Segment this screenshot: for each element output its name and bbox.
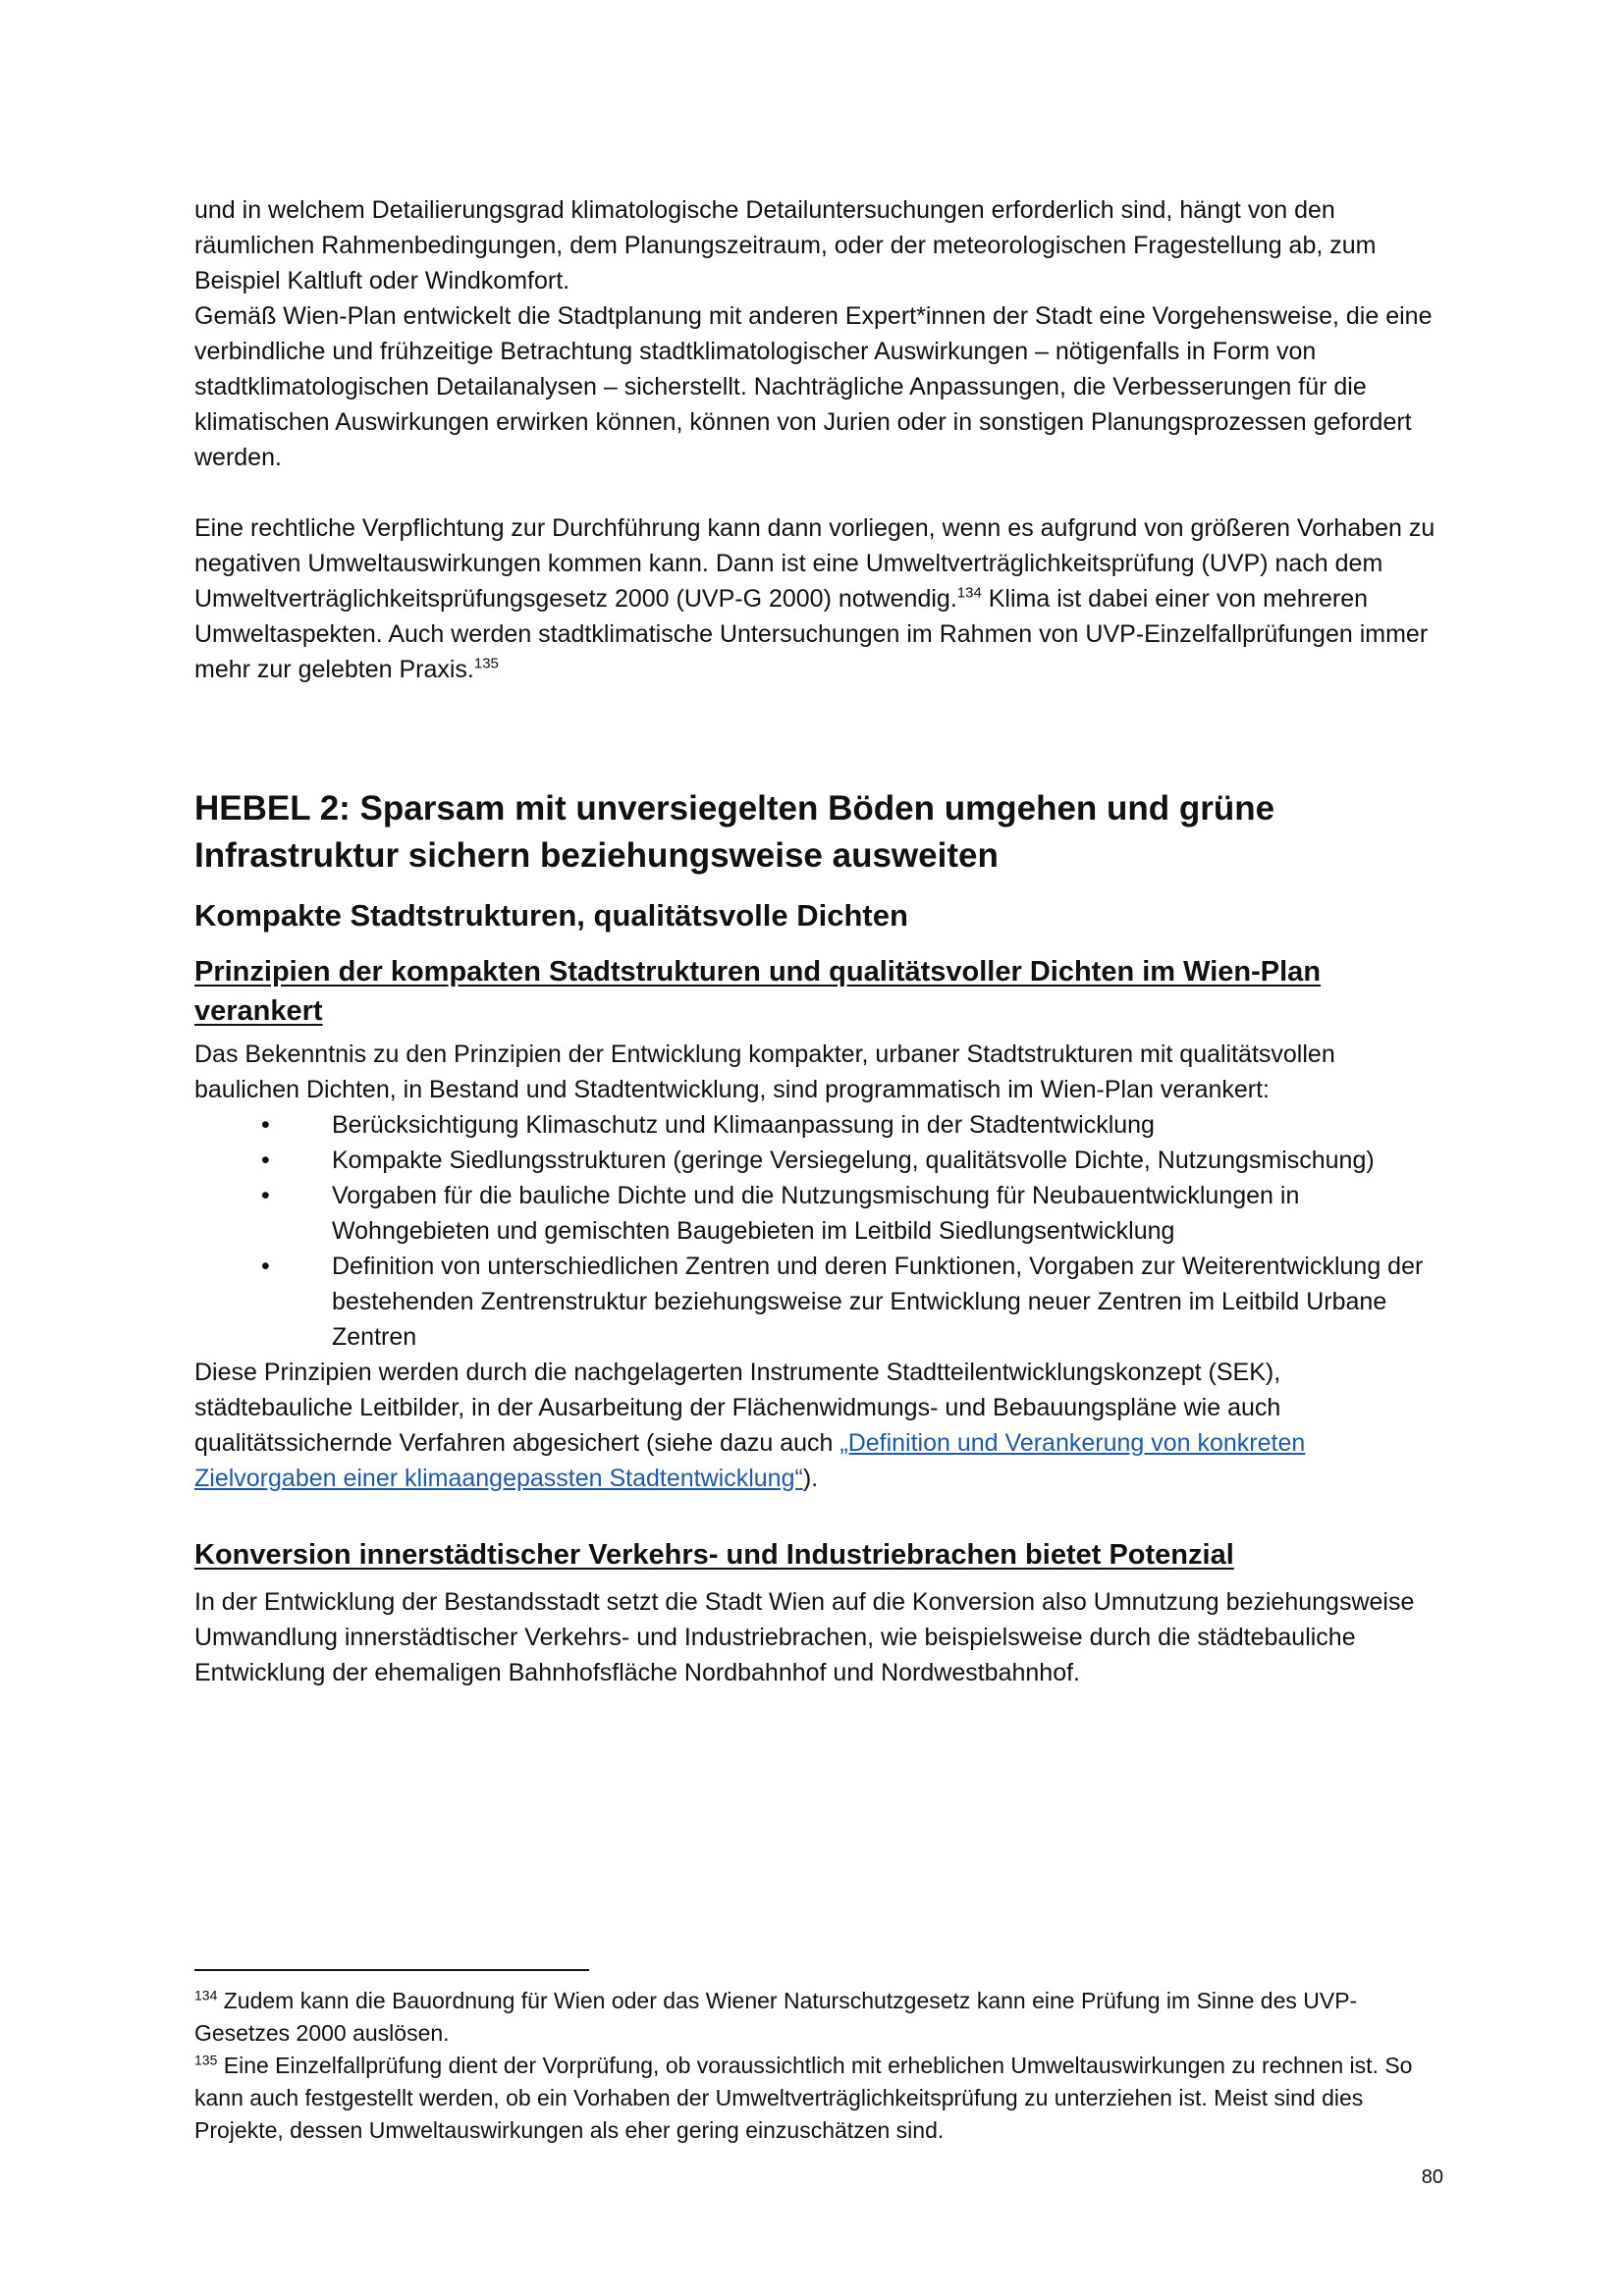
list-item [194, 1178, 1443, 1249]
footnote-number: 135 [194, 2052, 218, 2068]
list-item-text: Kompakte Siedlungsstrukturen (geringe Versiegelung, qualitätsvolle Dichte, Nutzungsmischung) [332, 1147, 1375, 1174]
footnote-134 [194, 1985, 1443, 2050]
hebel-heading [194, 785, 1443, 880]
page-number: 80 [1421, 2166, 1443, 2188]
paragraph-spacer [194, 475, 1443, 510]
principles-intro: Das Bekenntnis zu den Prinzipien der Entwicklung kompakter, urbaner Stadtstrukturen mit qualitätsvollen baulichen Dichten, in Bestand und Stadtentwicklung, sind programmatisch im Wien-Plan verankert: [194, 1041, 1335, 1103]
footnote-divider [194, 1969, 589, 1971]
list-item [194, 1249, 1443, 1355]
footnote-number: 134 [194, 1987, 218, 2003]
list-item [194, 1143, 1443, 1178]
intro-paragraph-2: Gemäß Wien-Plan entwickelt die Stadtplanung mit anderen Expert*innen der Stadt eine Vorgehensweise, die eine verbindliche und frühzeitige Betrachtung stadtklimatologischer Auswirkungen – nötigenfalls in Form von stadtklimatologischen Detailanalysen – sicherstellt. Nachträgliche Anpassungen, die Verbesserungen für die klimatischen Auswirkungen erwirken können, können von Jurien oder in sonstigen Planungsprozessen gefordert werden. [194, 302, 1433, 471]
principles-outro-text-b: ). [802, 1465, 819, 1492]
footnote-135 [194, 2050, 1443, 2147]
intro-paragraph-3-text-b: Klima ist dabei einer von mehreren Umweltaspekten. Auch werden stadtklimatische Untersuchungen im Rahmen von UVP-Einzelfallprüfungen immer mehr zur gelebten Praxis. [194, 585, 1429, 683]
bullet-icon: • [261, 1182, 270, 1209]
principles-outro [194, 1355, 1443, 1496]
bullet-icon: • [261, 1111, 270, 1139]
principles-outro-text-a: Diese Prinzipien werden durch die nachgelagerten Instrumente Stadtteilentwicklungskonzept (SEK), städtebauliche Leitbilder, in der Ausarbeitung der Flächenwidmungs- und Bebauungspläne wie auch qualitätssichernde Verfahren abgesichert (siehe dazu auch [194, 1359, 1281, 1457]
list-item [194, 1107, 1443, 1143]
list-item-text: Definition von unterschiedlichen Zentren und deren Funktionen, Vorgaben zur Weiterentwicklung der bestehenden Zentrenstruktur beziehungsweise zur Entwicklung neuer Zentren im Leitbild Urbane Zentren [332, 1253, 1424, 1351]
footnote-ref-135[interactable]: 135 [473, 655, 499, 672]
principles-heading [194, 952, 1443, 1031]
intro-paragraph-3 [194, 510, 1443, 687]
page-body [194, 192, 1443, 1690]
conversion-paragraph: In der Entwicklung der Bestandsstadt setzt die Stadt Wien auf die Konversion also Umnutzung beziehungsweise Umwandlung innerstädtischer Verkehrs- und Industriebrachen, wie beispielsweise durch die städtebauliche Entwicklung der ehemaligen Bahnhofsfläche Nordbahnhof und Nordwestbahnhof. [194, 1588, 1415, 1686]
footnote-ref-134[interactable]: 134 [956, 584, 982, 602]
footnote-text: Zudem kann die Bauordnung für Wien oder das Wiener Naturschutzgesetz kann eine Prüfung im Sinne des UVP-Gesetzes 2000 auslösen. [194, 1988, 1358, 2046]
principles-bullet-list [194, 1107, 1443, 1355]
footnotes [194, 1985, 1443, 2147]
principles-heading-line-2: verankert [194, 995, 323, 1027]
cross-reference-link[interactable]: „Definition und Verankerung von konkreten Zielvorgaben einer klimaangepassten Stadtentwicklung“ [194, 1429, 1306, 1492]
intro-paragraph-1: und in welchem Detailierungsgrad klimatologische Detailuntersuchungen erforderlich sind, hängt von den räumlichen Rahmenbedingungen, dem Planungszeitraum, oder der meteorologischen Fragestellung ab, zum Beispiel Kaltluft oder Windkomfort. [194, 196, 1377, 294]
bullet-icon: • [261, 1253, 270, 1280]
list-item-text: Berücksichtigung Klimaschutz und Klimaanpassung in der Stadtentwicklung [332, 1111, 1155, 1139]
section-heading: Kompakte Stadtstrukturen, qualitätsvolle Dichten [194, 898, 908, 933]
list-item-text: Vorgaben für die bauliche Dichte und die Nutzungsmischung für Neubauentwicklungen in Wohngebieten und gemischten Baugebieten im Leitbild Siedlungsentwicklung [332, 1182, 1300, 1245]
bullet-icon: • [261, 1147, 270, 1174]
hebel-heading-line-1: HEBEL 2: Sparsam mit unversiegelten Böden umgehen und grüne [194, 789, 1275, 828]
intro-paragraph-3-text-a: Eine rechtliche Verpflichtung zur Durchführung kann dann vorliegen, wenn es aufgrund von größeren Vorhaben zu negativen Umweltauswirkungen kommen kann. Dann ist eine Umweltverträglichkeitsprüfung (UVP) nach dem Umweltverträglichkeitsprüfungsgesetz 2000 (UVP-G 2000) notwendig. [194, 514, 1435, 613]
principles-heading-line-1: Prinzipien der kompakten Stadtstrukturen und qualitätsvoller Dichten im Wien-Plan [194, 956, 1322, 988]
footnote-text: Eine Einzelfallprüfung dient der Vorprüfung, ob voraussichtlich mit erheblichen Umweltauswirkungen zu rechnen ist. So kann auch festgestellt werden, ob ein Vorhaben der Umweltverträglichkeitsprüfung zu unterziehen ist. Meist sind dies Projekte, dessen Umweltauswirkungen als eher gering einzuschätzen sind. [194, 2053, 1413, 2143]
hebel-heading-line-2: Infrastruktur sichern beziehungsweise ausweiten [194, 836, 999, 875]
conversion-heading: Konversion innerstädtischer Verkehrs- und Industriebrachen bietet Potenzial [194, 1539, 1234, 1571]
